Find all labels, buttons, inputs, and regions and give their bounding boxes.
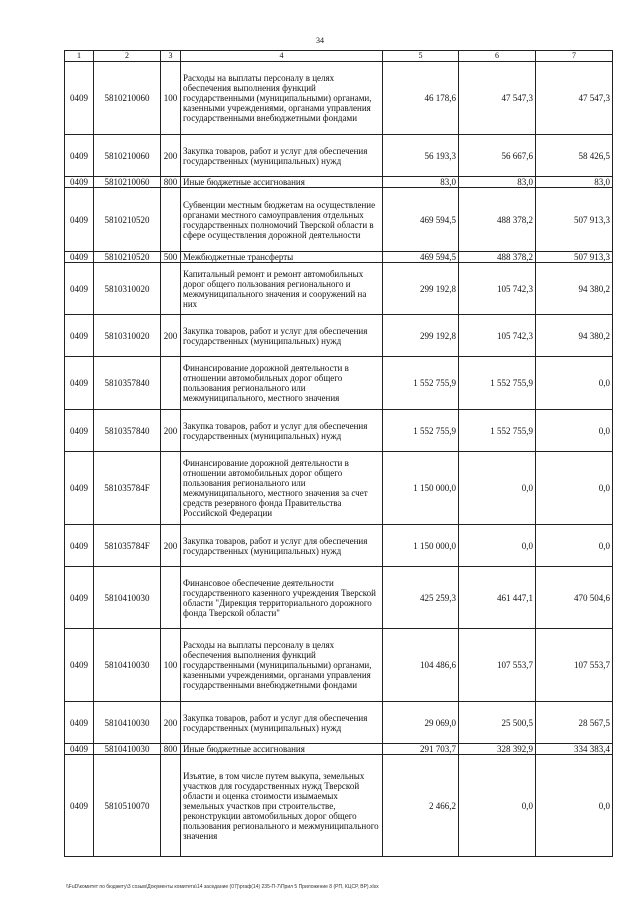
table-row [65,567,613,629]
col-header-4: 4 [181,51,383,62]
description-cell: Закупка товаров, работ и услуг для обеспечения государственных (муниципальных) нужд [181,315,383,357]
section-code-cell: 0409 [65,62,94,135]
table-row [65,702,613,744]
expense-type-cell: 800 [161,177,181,188]
description-cell: Закупка товаров, работ и услуг для обеспечения государственных (муниципальных) нужд [181,702,383,744]
amount-col7-cell: 107 553,7 [536,629,613,702]
expense-type-cell: 200 [161,525,181,567]
section-code-cell: 0409 [65,315,94,357]
expense-type-cell [161,188,181,252]
section-code-cell: 0409 [65,410,94,452]
amount-col5-cell: 1 150 000,0 [383,525,459,567]
amount-col6-cell: 328 392,9 [459,744,536,755]
amount-col5-cell: 1 552 755,9 [383,410,459,452]
amount-col7-cell: 47 547,3 [536,62,613,135]
description-cell: Иные бюджетные ассигнования [181,744,383,755]
table-row [65,629,613,702]
target-article-cell: 5810310020 [94,315,161,357]
amount-col7-cell: 507 913,3 [536,252,613,263]
target-article-cell: 5810210060 [94,177,161,188]
amount-col5-cell: 2 466,2 [383,755,459,857]
amount-col6-cell: 461 447,1 [459,567,536,629]
expense-type-cell [161,357,181,410]
section-code-cell: 0409 [65,755,94,857]
table-row [65,315,613,357]
target-article-cell: 5810310020 [94,263,161,315]
amount-col5-cell: 425 259,3 [383,567,459,629]
table-row [65,263,613,315]
description-cell: Финансовое обеспечение деятельности государственного казенного учреждения Тверской области "Дирекция территориального дорожного фонда Тверской области" [181,567,383,629]
amount-col5-cell: 299 192,8 [383,315,459,357]
table-row [65,452,613,525]
amount-col5-cell: 56 193,3 [383,135,459,177]
description-cell: Закупка товаров, работ и услуг для обеспечения государственных (муниципальных) нужд [181,410,383,452]
amount-col5-cell: 291 703,7 [383,744,459,755]
amount-col7-cell: 58 426,5 [536,135,613,177]
amount-col6-cell: 0,0 [459,755,536,857]
amount-col5-cell: 46 178,6 [383,62,459,135]
target-article-cell: 5810210520 [94,188,161,252]
col-header-6: 6 [459,51,536,62]
amount-col7-cell: 94 380,2 [536,263,613,315]
description-cell: Капитальный ремонт и ремонт автомобильных дорог общего пользования регионального и межмуниципального значения и сооружений на них [181,263,383,315]
section-code-cell: 0409 [65,567,94,629]
amount-col6-cell: 0,0 [459,525,536,567]
description-cell: Финансирование дорожной деятельности в отношении автомобильных дорог общего пользования регионального или межмуниципального, местного значения за счет средств резервного фонда Правительства Российской Федерации [181,452,383,525]
target-article-cell: 581035784F [94,525,161,567]
table-row [65,62,613,135]
section-code-cell: 0409 [65,452,94,525]
amount-col6-cell: 83,0 [459,177,536,188]
amount-col6-cell: 105 742,3 [459,263,536,315]
amount-col6-cell: 47 547,3 [459,62,536,135]
table-row [65,525,613,567]
amount-col6-cell: 488 378,2 [459,188,536,252]
amount-col5-cell: 469 594,5 [383,252,459,263]
amount-col6-cell: 0,0 [459,452,536,525]
expense-type-cell [161,263,181,315]
expense-type-cell [161,452,181,525]
amount-col6-cell: 488 378,2 [459,252,536,263]
section-code-cell: 0409 [65,135,94,177]
target-article-cell: 5810357840 [94,357,161,410]
amount-col7-cell: 0,0 [536,452,613,525]
expense-type-cell: 800 [161,744,181,755]
amount-col6-cell: 1 552 755,9 [459,357,536,410]
section-code-cell: 0409 [65,177,94,188]
target-article-cell: 5810210520 [94,252,161,263]
amount-col5-cell: 469 594,5 [383,188,459,252]
description-cell: Закупка товаров, работ и услуг для обеспечения государственных (муниципальных) нужд [181,525,383,567]
table-row [65,357,613,410]
amount-col6-cell: 105 742,3 [459,315,536,357]
amount-col7-cell: 334 383,4 [536,744,613,755]
target-article-cell: 5810210060 [94,135,161,177]
expense-type-cell: 500 [161,252,181,263]
amount-col5-cell: 29 069,0 [383,702,459,744]
target-article-cell: 5810210060 [94,62,161,135]
section-code-cell: 0409 [65,702,94,744]
expense-type-cell: 100 [161,629,181,702]
target-article-cell: 5810410030 [94,567,161,629]
target-article-cell: 5810410030 [94,702,161,744]
col-header-2: 2 [94,51,161,62]
col-header-1: 1 [65,51,94,62]
target-article-cell: 581035784F [94,452,161,525]
target-article-cell: 5810410030 [94,629,161,702]
column-number-row [65,51,613,62]
table-row [65,410,613,452]
section-code-cell: 0409 [65,525,94,567]
expense-type-cell: 200 [161,315,181,357]
table-row [65,744,613,755]
col-header-3: 3 [161,51,181,62]
amount-col5-cell: 104 486,6 [383,629,459,702]
description-cell: Изъятие, в том числе путем выкупа, земельных участков для государственных нужд Тверской области и оценка стоимости изымаемых земельных участков при строительстве, реконструкции автомобильных дорог общего пользования регионального и межмуниципального значения [181,755,383,857]
amount-col6-cell: 1 552 755,9 [459,410,536,452]
table-row [65,135,613,177]
description-cell: Расходы на выплаты персоналу в целях обеспечения выполнения функций государственными (муниципальными) органами, казенными учреждениями, органами управления государственными внебюджетными фондами [181,62,383,135]
amount-col5-cell: 299 192,8 [383,263,459,315]
amount-col7-cell: 83,0 [536,177,613,188]
budget-table [64,50,613,857]
amount-col7-cell: 0,0 [536,755,613,857]
description-cell: Межбюджетные трансферты [181,252,383,263]
table-row [65,188,613,252]
expense-type-cell: 200 [161,135,181,177]
amount-col7-cell: 0,0 [536,357,613,410]
description-cell: Финансирование дорожной деятельности в отношении автомобильных дорог общего пользования регионального или межмуниципального, местного значения [181,357,383,410]
section-code-cell: 0409 [65,252,94,263]
file-path-footer: \\FuD\комитет по бюджету\3 созыв\Документы комитета\14 заседание (07)\ргаф(14) 235-П-7\Прил 5 Приложение 8 (РП, КЦСР, ВР).xlsx [66,884,379,890]
amount-col7-cell: 0,0 [536,410,613,452]
section-code-cell: 0409 [65,357,94,410]
amount-col7-cell: 470 504,6 [536,567,613,629]
description-cell: Субвенции местным бюджетам на осуществление органами местного самоуправления отдельных государственных полномочий Тверской области в сфере осуществления дорожной деятельности [181,188,383,252]
page-number: 34 [316,36,324,45]
expense-type-cell [161,755,181,857]
target-article-cell: 5810357840 [94,410,161,452]
col-header-5: 5 [383,51,459,62]
amount-col7-cell: 28 567,5 [536,702,613,744]
table-row [65,252,613,263]
amount-col7-cell: 507 913,3 [536,188,613,252]
col-header-7: 7 [536,51,613,62]
section-code-cell: 0409 [65,629,94,702]
description-cell: Закупка товаров, работ и услуг для обеспечения государственных (муниципальных) нужд [181,135,383,177]
expense-type-cell: 100 [161,62,181,135]
table-row [65,755,613,857]
amount-col5-cell: 1 552 755,9 [383,357,459,410]
amount-col6-cell: 56 667,6 [459,135,536,177]
section-code-cell: 0409 [65,263,94,315]
amount-col6-cell: 25 500,5 [459,702,536,744]
target-article-cell: 5810410030 [94,744,161,755]
expense-type-cell: 200 [161,702,181,744]
amount-col7-cell: 0,0 [536,525,613,567]
target-article-cell: 5810510070 [94,755,161,857]
section-code-cell: 0409 [65,188,94,252]
table-row [65,177,613,188]
amount-col7-cell: 94 380,2 [536,315,613,357]
description-cell: Иные бюджетные ассигнования [181,177,383,188]
expense-type-cell: 200 [161,410,181,452]
amount-col5-cell: 83,0 [383,177,459,188]
description-cell: Расходы на выплаты персоналу в целях обеспечения выполнения функций государственными (муниципальными) органами, казенными учреждениями, органами управления государственными внебюджетными фондами [181,629,383,702]
amount-col6-cell: 107 553,7 [459,629,536,702]
amount-col5-cell: 1 150 000,0 [383,452,459,525]
section-code-cell: 0409 [65,744,94,755]
expense-type-cell [161,567,181,629]
